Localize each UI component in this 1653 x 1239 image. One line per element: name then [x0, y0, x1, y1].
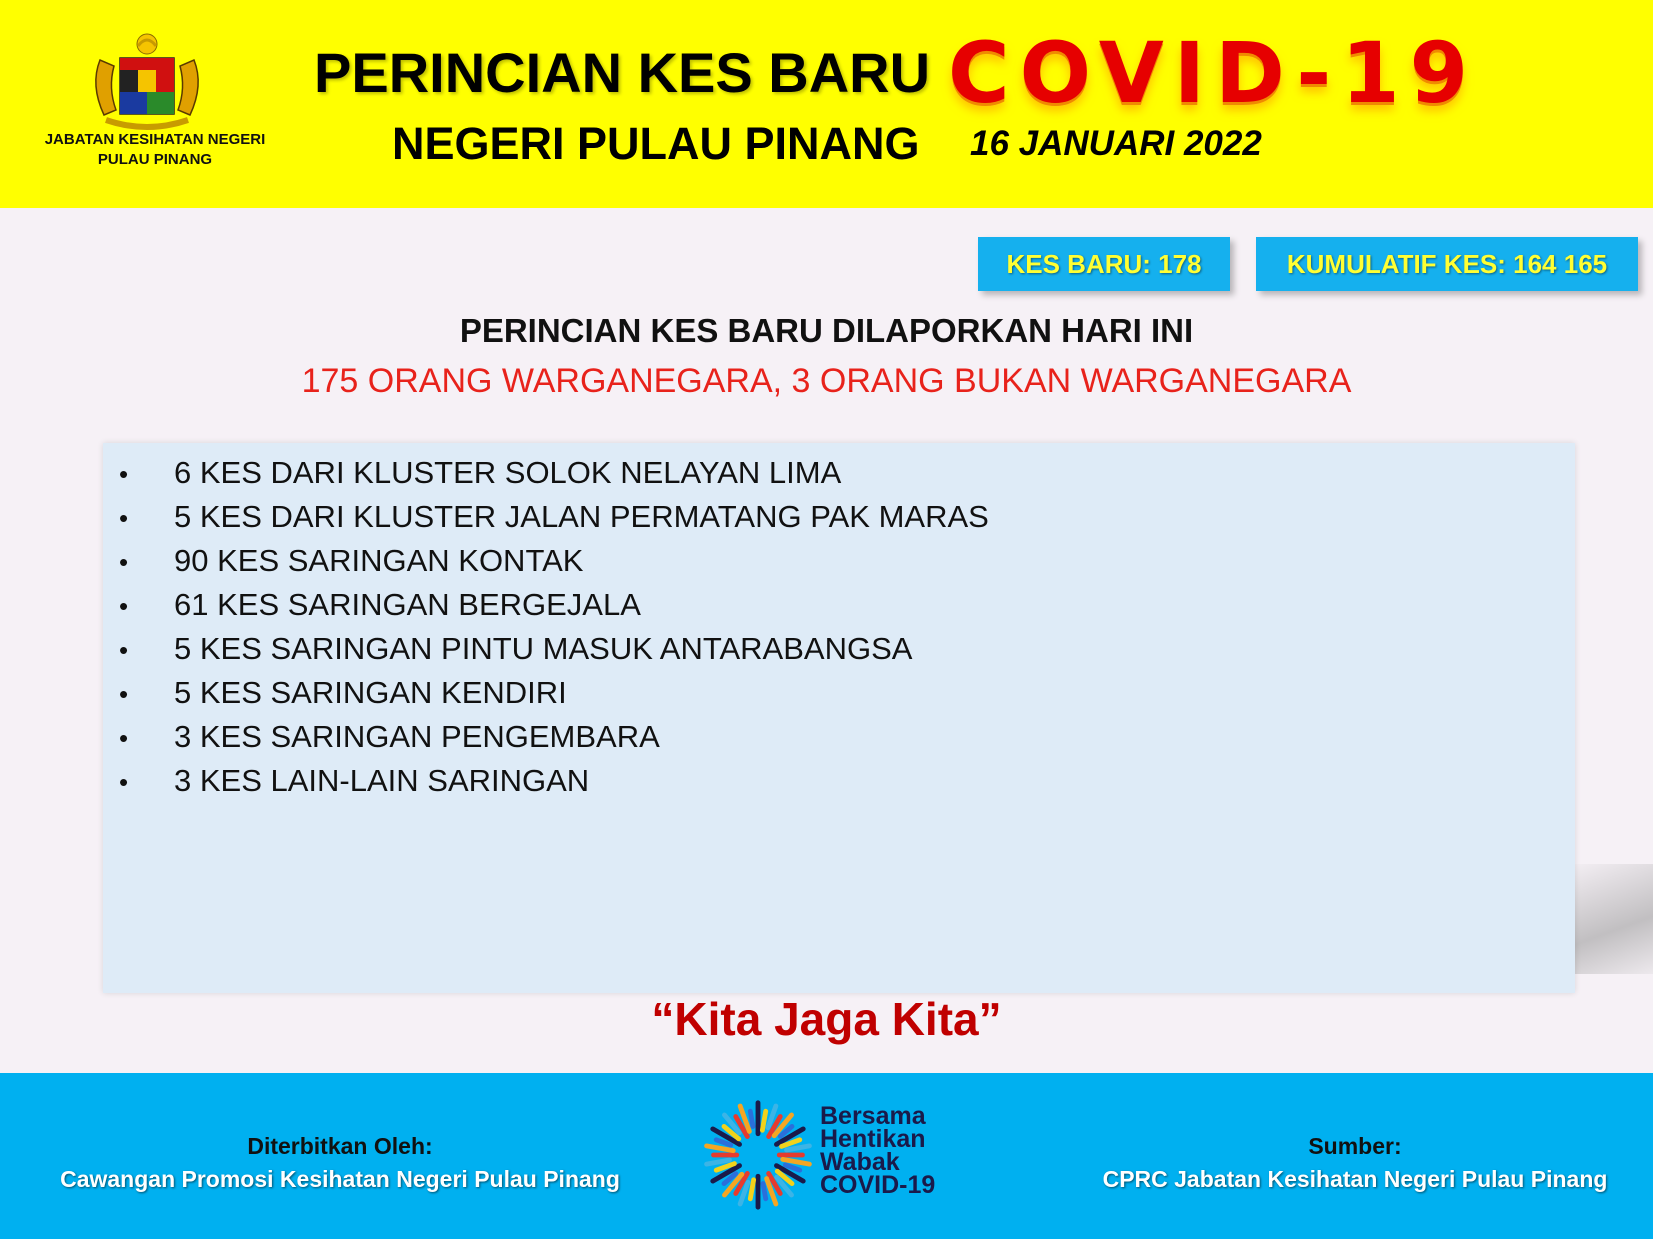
- bullet: •: [119, 723, 129, 753]
- bullet: •: [119, 547, 129, 577]
- citizenship-breakdown: 175 ORANG WARGANEGARA, 3 ORANG BUKAN WARGANEGARA: [301, 362, 1352, 400]
- campaign-logo-text: [820, 1102, 936, 1199]
- bullet: •: [119, 767, 129, 797]
- department-line-2: PULAU PINANG: [97, 151, 213, 168]
- list-item-text: 61 KES SARINGAN BERGEJALA: [174, 587, 641, 622]
- list-item: [119, 627, 989, 671]
- list-item-text: 3 KES LAIN-LAIN SARINGAN: [174, 763, 590, 798]
- department-line-1: JABATAN KESIHATAN NEGERI: [44, 131, 266, 148]
- malaysia-coat-of-arms-icon: [82, 30, 212, 140]
- report-date: 16 JANUARI 2022: [970, 124, 1262, 163]
- bullet: •: [119, 679, 129, 709]
- burst-stroke: [750, 1180, 753, 1199]
- list-item-text: 3 KES SARINGAN PENGEMBARA: [174, 719, 660, 754]
- cumulative-cases-badge: KUMULATIF KES: 164 165: [1256, 237, 1638, 291]
- page-title: PERINCIAN KES BARU: [314, 41, 931, 104]
- burst-stroke: [787, 1146, 810, 1150]
- campaign-line-3: Wabak: [820, 1148, 900, 1176]
- source-label: Sumber:: [1308, 1133, 1402, 1159]
- bullet: •: [119, 459, 129, 489]
- list-item-text: 5 KES SARINGAN PINTU MASUK ANTARABANGSA: [174, 631, 913, 666]
- department-name: [20, 130, 290, 170]
- colorful-burst-icon: [700, 1097, 816, 1213]
- case-details-panel: [103, 443, 1575, 993]
- burst-stroke: [750, 1111, 753, 1126]
- list-item: [119, 451, 989, 495]
- list-item: [119, 715, 989, 759]
- new-cases-badge: KES BARU: 178: [978, 237, 1230, 291]
- publisher-name: Cawangan Promosi Kesihatan Negeri Pulau Pinang: [60, 1166, 620, 1192]
- header-banner: [0, 0, 1653, 208]
- list-item-text: 90 KES SARINGAN KONTAK: [174, 543, 584, 578]
- list-item-text: 5 KES DARI KLUSTER JALAN PERMATANG PAK MARAS: [174, 499, 989, 534]
- list-item-text: 5 KES SARINGAN KENDIRI: [174, 675, 567, 710]
- campaign-line-4: COVID-19: [820, 1171, 936, 1199]
- list-item: [119, 759, 989, 803]
- campaign-line-1: Bersama: [820, 1102, 926, 1130]
- publisher-block: [40, 1133, 640, 1193]
- list-item: [119, 671, 989, 715]
- list-item: [119, 495, 989, 539]
- covid-title: COVID-19: [948, 24, 1479, 122]
- list-item: [119, 539, 989, 583]
- list-item-text: 6 KES DARI KLUSTER SOLOK NELAYAN LIMA: [174, 455, 842, 490]
- case-details-list: [119, 451, 989, 803]
- burst-stroke: [707, 1160, 730, 1164]
- state-name: NEGERI PULAU PINANG: [392, 118, 920, 169]
- campaign-line-2: Hentikan: [820, 1125, 926, 1153]
- bullet: •: [119, 591, 129, 621]
- source-block: [1080, 1133, 1630, 1193]
- publisher-label: Diterbitkan Oleh:: [247, 1133, 433, 1159]
- source-name: CPRC Jabatan Kesihatan Negeri Pulau Pinang: [1102, 1166, 1608, 1192]
- burst-stroke: [762, 1111, 765, 1130]
- bullet: •: [119, 503, 129, 533]
- burst-stroke: [763, 1184, 766, 1199]
- list-item: [119, 583, 989, 627]
- slogan: “Kita Jaga Kita”: [651, 993, 1002, 1045]
- bullet: •: [119, 635, 129, 665]
- section-heading: PERINCIAN KES BARU DILAPORKAN HARI INI: [459, 312, 1194, 349]
- footer-banner: [0, 1073, 1653, 1239]
